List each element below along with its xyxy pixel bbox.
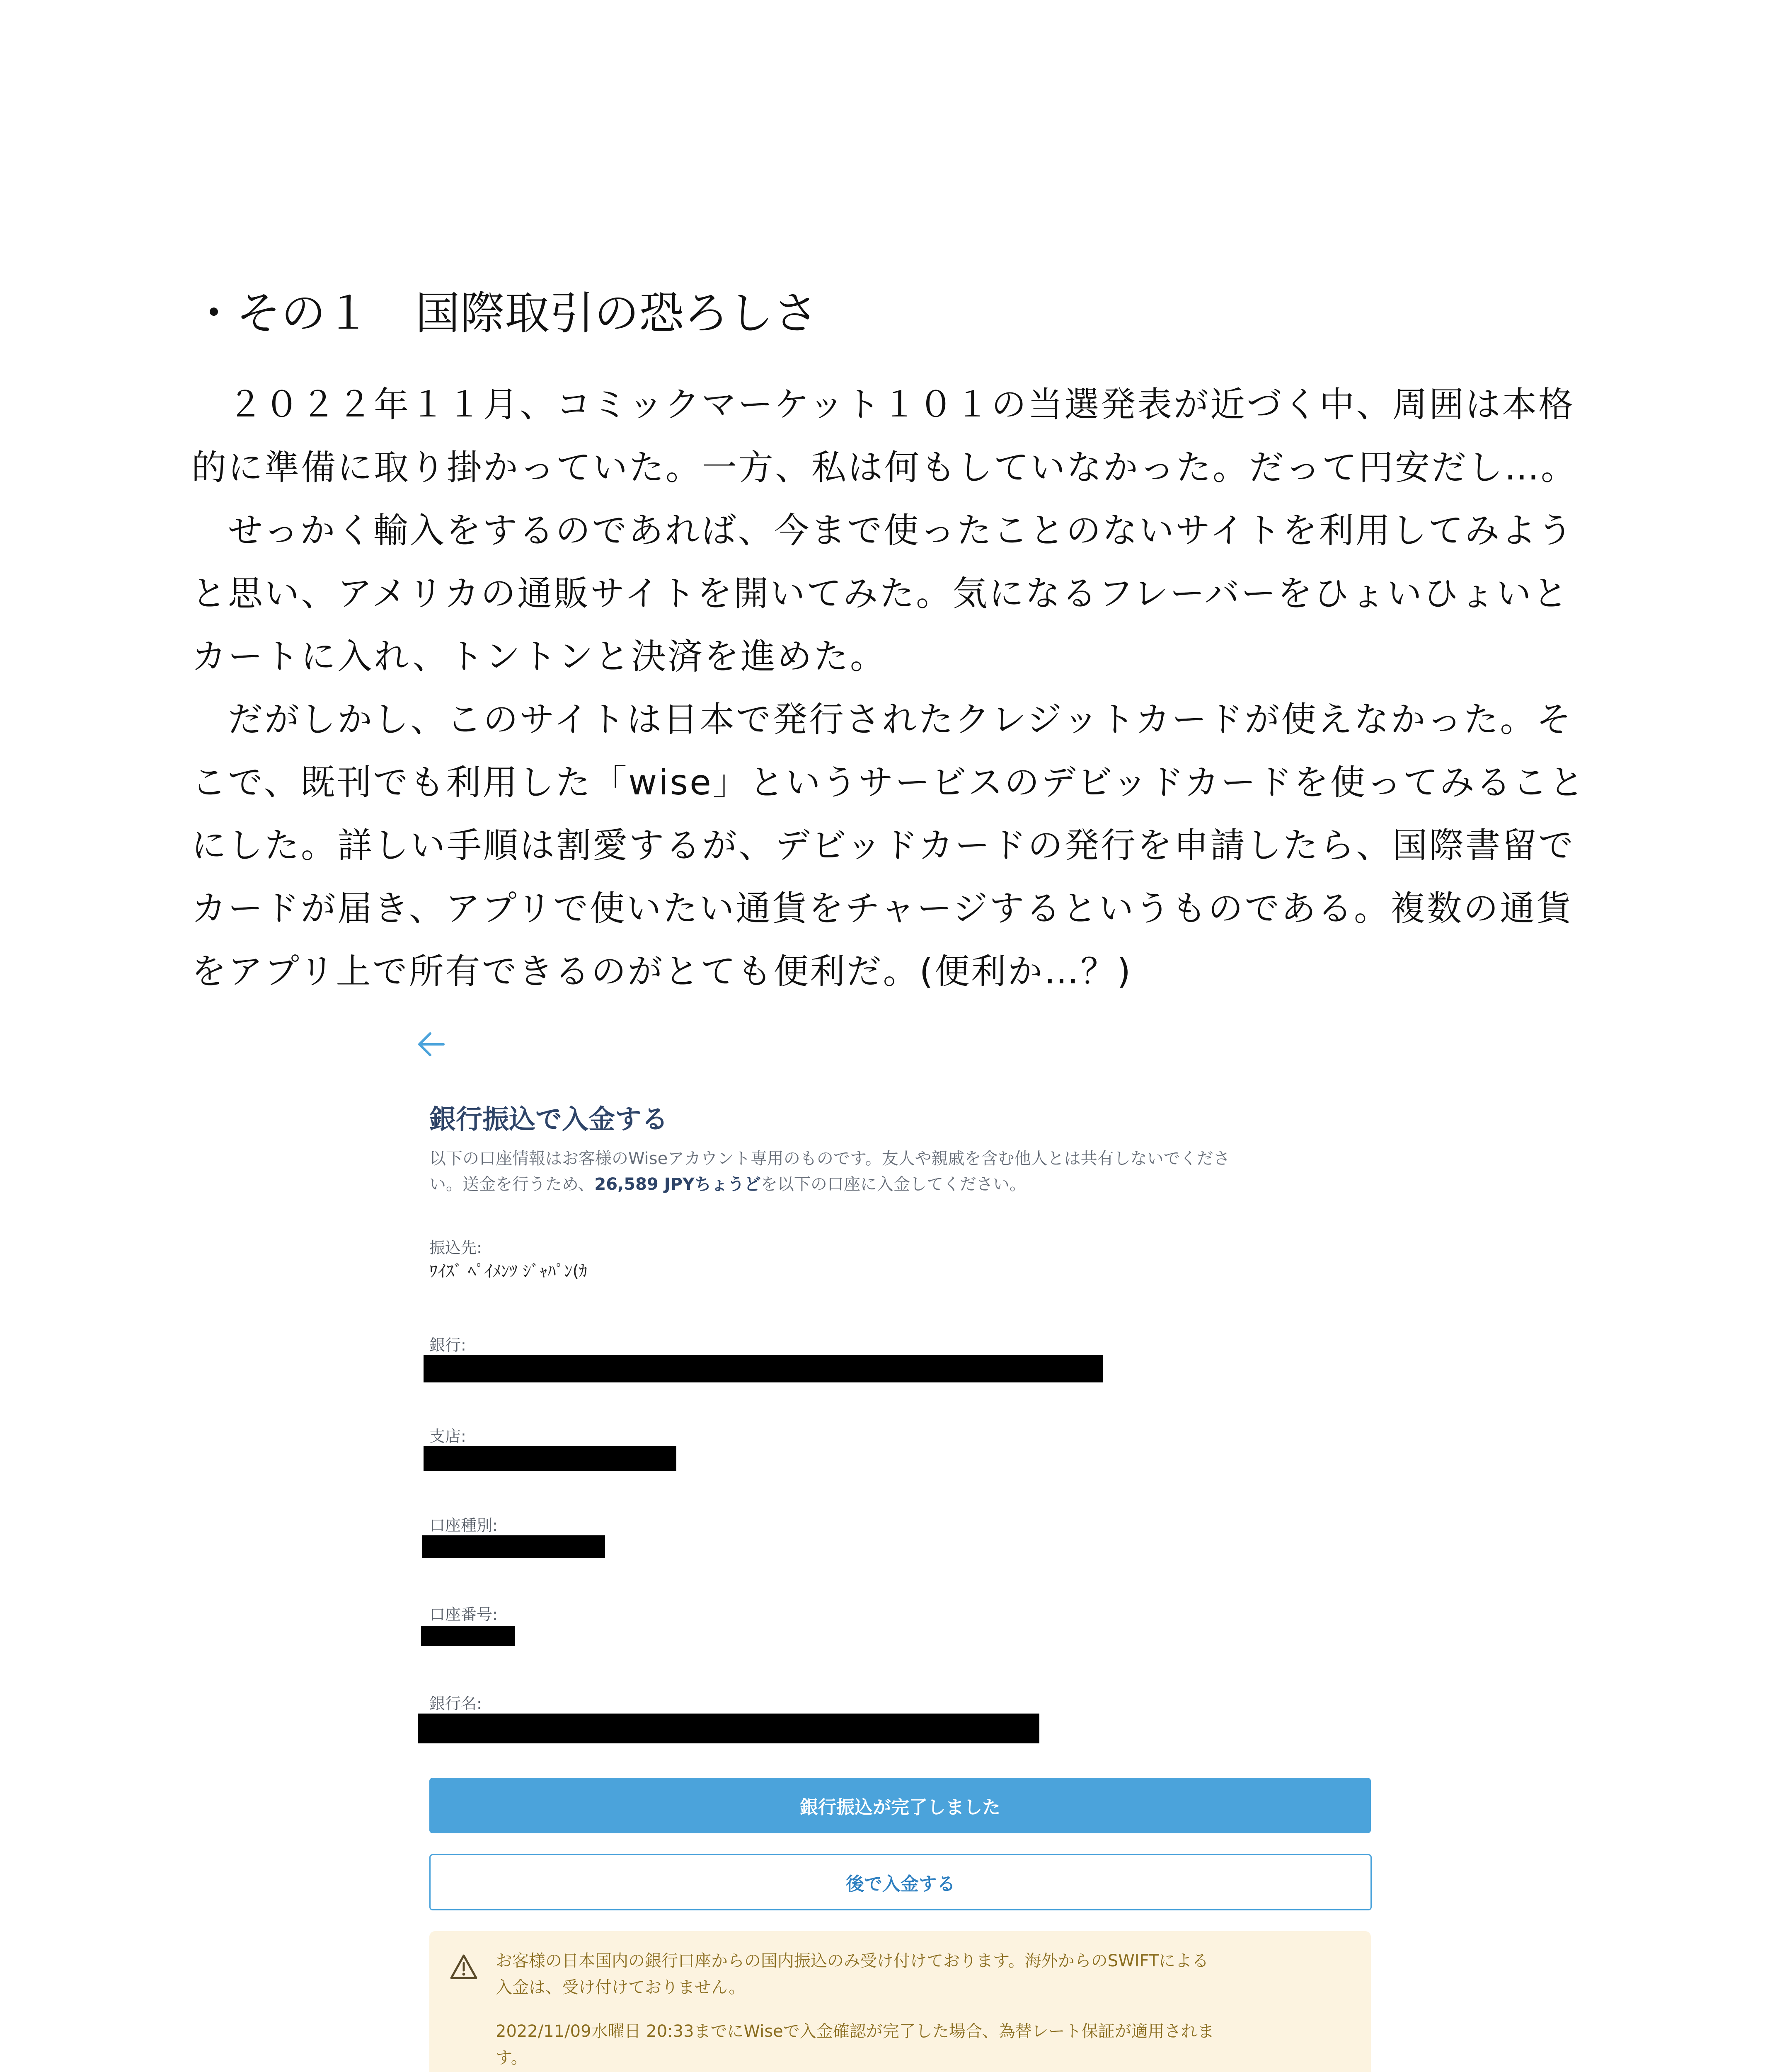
intro-line (429, 1172, 1374, 1197)
redacted-branch (424, 1446, 676, 1471)
wise-deposit-screenshot (410, 1028, 1380, 2072)
notice-line: す。 (496, 2048, 528, 2067)
redacted-account-name (418, 1714, 1039, 1743)
body-line: をアプリ上で所有できるのがとても便利だ。(便利か…？) (191, 951, 1133, 992)
body-line: カートに入れ、トントンと決済を進めた。 (191, 636, 887, 677)
body-line: だがしかし、このサイトは日本で発行されたクレジットカードが使えなかった。そ (191, 699, 1573, 740)
account-name-label: 銀行名: (429, 1694, 482, 1713)
intro-line: 以下の口座情報はお客様のWiseアカウント専用のものです。友人や親戚を含む他人とは共有しないでくださ (429, 1149, 1230, 1168)
redacted-account-type (422, 1535, 605, 1558)
account-type-label: 口座種別: (429, 1516, 498, 1535)
branch-label: 支店: (429, 1427, 466, 1445)
notice-line: お客様の日本国内の銀行口座からの国内振込のみ受け付けております。海外からのSWIFTによる (496, 1951, 1209, 1970)
intro-line-pre: い。送金を行うため、 (429, 1175, 595, 1194)
body-line: ２０２２年１１月、コミックマーケット１０１の当選発表が近づく中、周囲は本格 (191, 384, 1575, 425)
body-line: にした。詳しい手順は割愛するが、デビッドカードの発行を申請したら、国際書留で (191, 825, 1575, 866)
deposit-title: 銀行振込で入金する (429, 1104, 668, 1135)
payee-label: 振込先: (429, 1239, 482, 1257)
body-line: こで、既刊でも利用した「wise」というサービスのデビッドカードを使ってみること (191, 762, 1586, 803)
redacted-account-number (421, 1626, 515, 1646)
notice-line: 入金は、受け付けておりません。 (496, 1978, 746, 1997)
body-line: カードが届き、アプリで使いたい通貨をチャージするというものである。複数の通貨 (191, 888, 1573, 929)
deposit-later-button[interactable]: 後で入金する (429, 1854, 1372, 1910)
account-number-label: 口座番号: (429, 1605, 498, 1624)
warning-triangle-icon (450, 1954, 477, 1980)
deposit-amount: 26,589 JPYちょうど (594, 1175, 761, 1194)
arrow-left-icon[interactable] (414, 1028, 448, 1061)
deposit-intro (429, 1146, 1374, 1197)
body-paragraphs (191, 373, 1613, 1003)
payee-value: ﾜｲｽﾞ ﾍﾟｲﾒﾝﾂ ｼﾞｬﾊﾟﾝ(ｶ (429, 1262, 588, 1281)
redacted-bank (424, 1355, 1103, 1382)
transfer-complete-button[interactable]: 銀行振込が完了しました (429, 1778, 1371, 1833)
section-heading: ・その１ 国際取引の恐ろしさ (191, 288, 818, 339)
body-line: せっかく輸入をするのであれば、今まで使ったことのないサイトを利用してみよう (191, 510, 1574, 551)
body-line: 的に準備に取り掛かっていた。一方、私は何もしていなかった。だって円安だし…。 (191, 447, 1578, 488)
intro-line-post: を以下の口座に入金してください。 (760, 1175, 1026, 1194)
bank-label: 銀行: (429, 1336, 466, 1354)
warning-notice (429, 1931, 1371, 2072)
notice-line: 2022/11/09水曜日 20:33までにWiseで入金確認が完了した場合、為替レート保証が適用されま (496, 2022, 1214, 2041)
body-line: と思い、アメリカの通販サイトを開いてみた。気になるフレーバーをひょいひょいと (191, 573, 1569, 614)
